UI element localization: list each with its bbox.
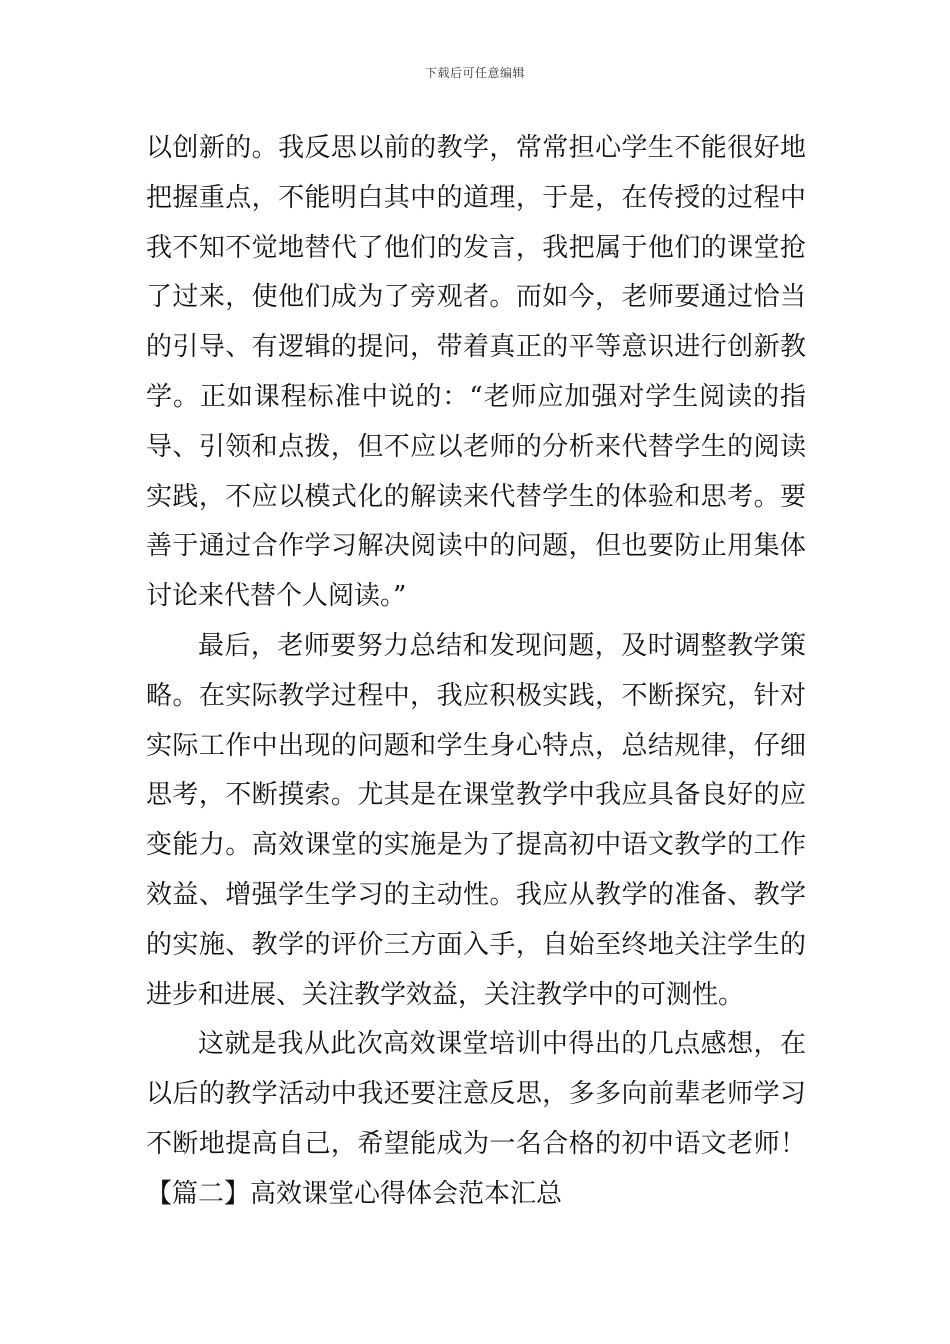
text-line: 实际工作中出现的问题和学生身心特点，总结规律，仔细 xyxy=(146,730,806,761)
section-title: 【篇二】高效课堂心得体会范本汇总 xyxy=(146,1178,563,1209)
text-line: 的引导、有逻辑的提问，带着真正的平等意识进行创新教 xyxy=(146,332,806,363)
page-header: 下载后可任意编辑 xyxy=(424,66,525,80)
paragraph-3 xyxy=(146,1020,806,1169)
text-line: 略。在实际教学过程中，我应积极实践，不断探究，针对 xyxy=(146,680,806,711)
text-line: 善于通过合作学习解决阅读中的问题，但也要防止用集体 xyxy=(146,531,806,562)
text-line: 我不知不觉地替代了他们的发言，我把属于他们的课堂抢 xyxy=(146,232,806,263)
text-line: 效益、增强学生学习的主动性。我应从教学的准备、教学 xyxy=(146,879,806,910)
text-line: 以创新的。我反思以前的教学，常常担心学生不能很好地 xyxy=(146,133,806,163)
text-line: 讨论来代替个人阅读。” xyxy=(146,581,407,612)
text-line: 思考，不断摸索。尤其是在课堂教学中我应具备良好的应 xyxy=(146,780,806,811)
paragraph-2 xyxy=(146,622,806,1020)
text-line: 实践，不应以模式化的解读来代替学生的体验和思考。要 xyxy=(146,481,806,512)
text-line: 把握重点，不能明白其中的道理，于是，在传授的过程中 xyxy=(146,182,806,213)
section-heading xyxy=(146,1170,806,1220)
text-line: 了过来，使他们成为了旁观者。而如今，老师要通过恰当 xyxy=(146,282,806,313)
text-line: 最后，老师要努力总结和发现问题，及时调整教学策 xyxy=(198,630,806,661)
text-line: 变能力。高效课堂的实施是为了提高初中语文教学的工作 xyxy=(146,830,806,861)
text-line: 导、引领和点拨，但不应以老师的分析来代替学生的阅读 xyxy=(146,431,806,462)
text-line: 以后的教学活动中我还要注意反思，多多向前辈老师学习 xyxy=(146,1079,806,1110)
text-line: 这就是我从此次高效课堂培训中得出的几点感想，在 xyxy=(198,1029,806,1060)
text-line: 学。正如课程标准中说的：“老师应加强对学生阅读的指 xyxy=(146,381,806,412)
document-body xyxy=(146,124,806,1220)
text-line: 进步和进展、关注教学效益，关注教学中的可测性。 xyxy=(146,979,745,1010)
text-line: 不断地提高自己，希望能成为一名合格的初中语文老师！ xyxy=(146,1128,806,1159)
paragraph-1 xyxy=(146,124,806,622)
text-line: 的实施、教学的评价三方面入手，自始至终地关注学生的 xyxy=(146,929,806,960)
